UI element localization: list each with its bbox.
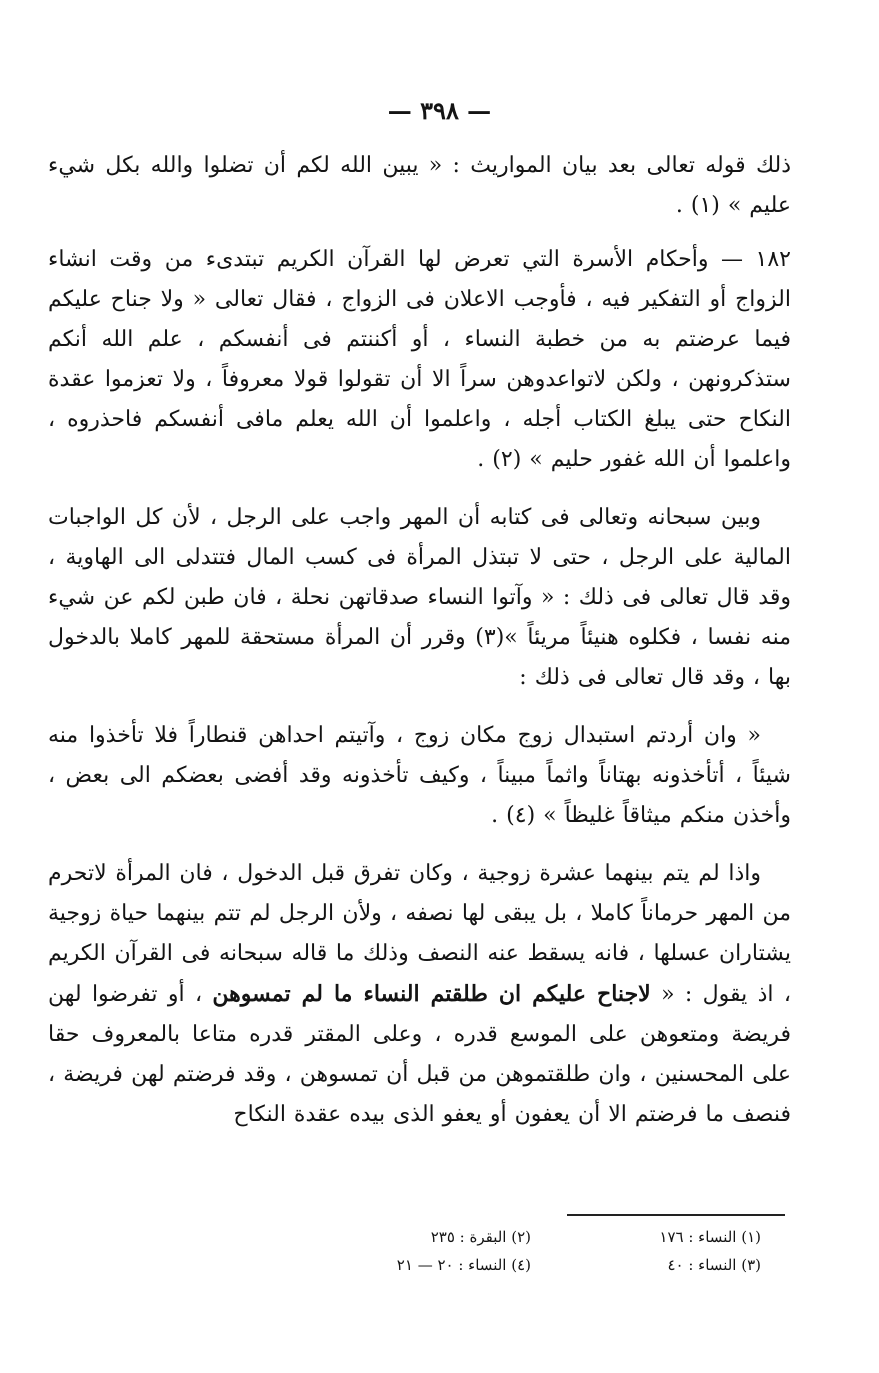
paragraph-text-after: ، أو تفرضوا لهن فريضة ومتعوهن على الموسع قدره ، وعلى المقتر قدره متاعا بالمعروف حقا على المحسنين ، وان طلقتموهن من قبل أن تمسوهن ، وقد فرضتم لهن فريضة ، فنصف ما فرضتم الا أن يعفون أو يعفو الذى بيده عقدة النكاح (48, 982, 791, 1127)
paragraph-dowry: وبين سبحانه وتعالى فى كتابه أن المهر واجب على الرجل ، لأن كل الواجبات المالية على الرجل ، حتى لا تبتذل المرأة فى كسب المال فتتدلى الى الهاوية ، وقد قال تعالى فى ذلك : « وآتوا النساء صدقاتهن نحلة ، فان طبن لكم عن شيء منه نفسا ، فكلوه هنيئاً مريئاً »(٣) وقرر أن المرأة مستحقة للمهر كاملا بالدخول بها ، وقد قال تعالى فى ذلك : (48, 505, 791, 690)
footnote-3: (٣) النساء : ٤٠ (667, 1256, 761, 1274)
footnote-4: (٤) النساء : ٢٠ — ٢١ (396, 1256, 531, 1274)
paragraph-bold-verse: لاجناح عليكم ان طلقتم النساء ما لم تمسوهن (212, 981, 651, 1007)
paragraph-marriage-rulings: ١٨٢ — وأحكام الأسرة التي تعرض لها القرآن الكريم تبتدىء من وقت انشاء الزواج أو التفكير فيه ، فأوجب الاعلان فى الزواج ، فقال تعالى « ولا جناح عليكم فيما عرضتم به من خطبة النساء ، أو أكننتم فى أنفسكم ، علم الله أنكم ستذكرونهن ، ولكن لاتواعدوهن سراً الا أن تقولوا قولا معروفاً ، ولا تعزموا عقدة النكاح حتى يبلغ الكتاب أجله ، واعلموا أن الله يعلم مافى أنفسكم فاحذروه ، واعلموا أن الله غفور حليم » (٢) . (48, 247, 791, 472)
body-text (48, 146, 791, 1135)
footnotes (341, 1228, 761, 1274)
footnote-2: (٢) البقرة : ٢٣٥ (430, 1228, 531, 1246)
paragraph-quran-quote: « وان أردتم استبدال زوج مكان زوج ، وآتيتم احداهن قنطاراً فلا تأخذوا منه شيئاً ، أتأخذونه بهتاناً واثماً مبيناً ، وكيف تأخذونه وقد أفضى بعضكم الى بعض ، وأخذن منكم ميثاقاً غليظاً » (٤) . (48, 723, 791, 828)
paragraph-inheritance-verse: ذلك قوله تعالى بعد بيان المواريث : « يبين الله لكم أن تضلوا والله بكل شيء عليم » (١) . (48, 153, 791, 218)
paragraph-divorce-before-consummation (48, 854, 791, 1135)
paragraph-text-before: واذا لم يتم بينهما عشرة زوجية ، وكان تفرق قبل الدخول ، فان المرأة لاتحرم من المهر حرماناً كاملا ، بل يبقى لها نصفه ، ولأن الرجل لم تتم بينهما حياة زوجية يشتاران عسلها ، فانه يسقط عنه النصف وذلك ما قاله سبحانه فى القرآن الكريم ، اذ يقول : « (48, 861, 791, 1007)
footnote-divider (567, 1214, 785, 1216)
page-number: — ٣٩٨ — (387, 96, 492, 125)
footnote-1: (١) النساء : ١٧٦ (659, 1228, 761, 1246)
